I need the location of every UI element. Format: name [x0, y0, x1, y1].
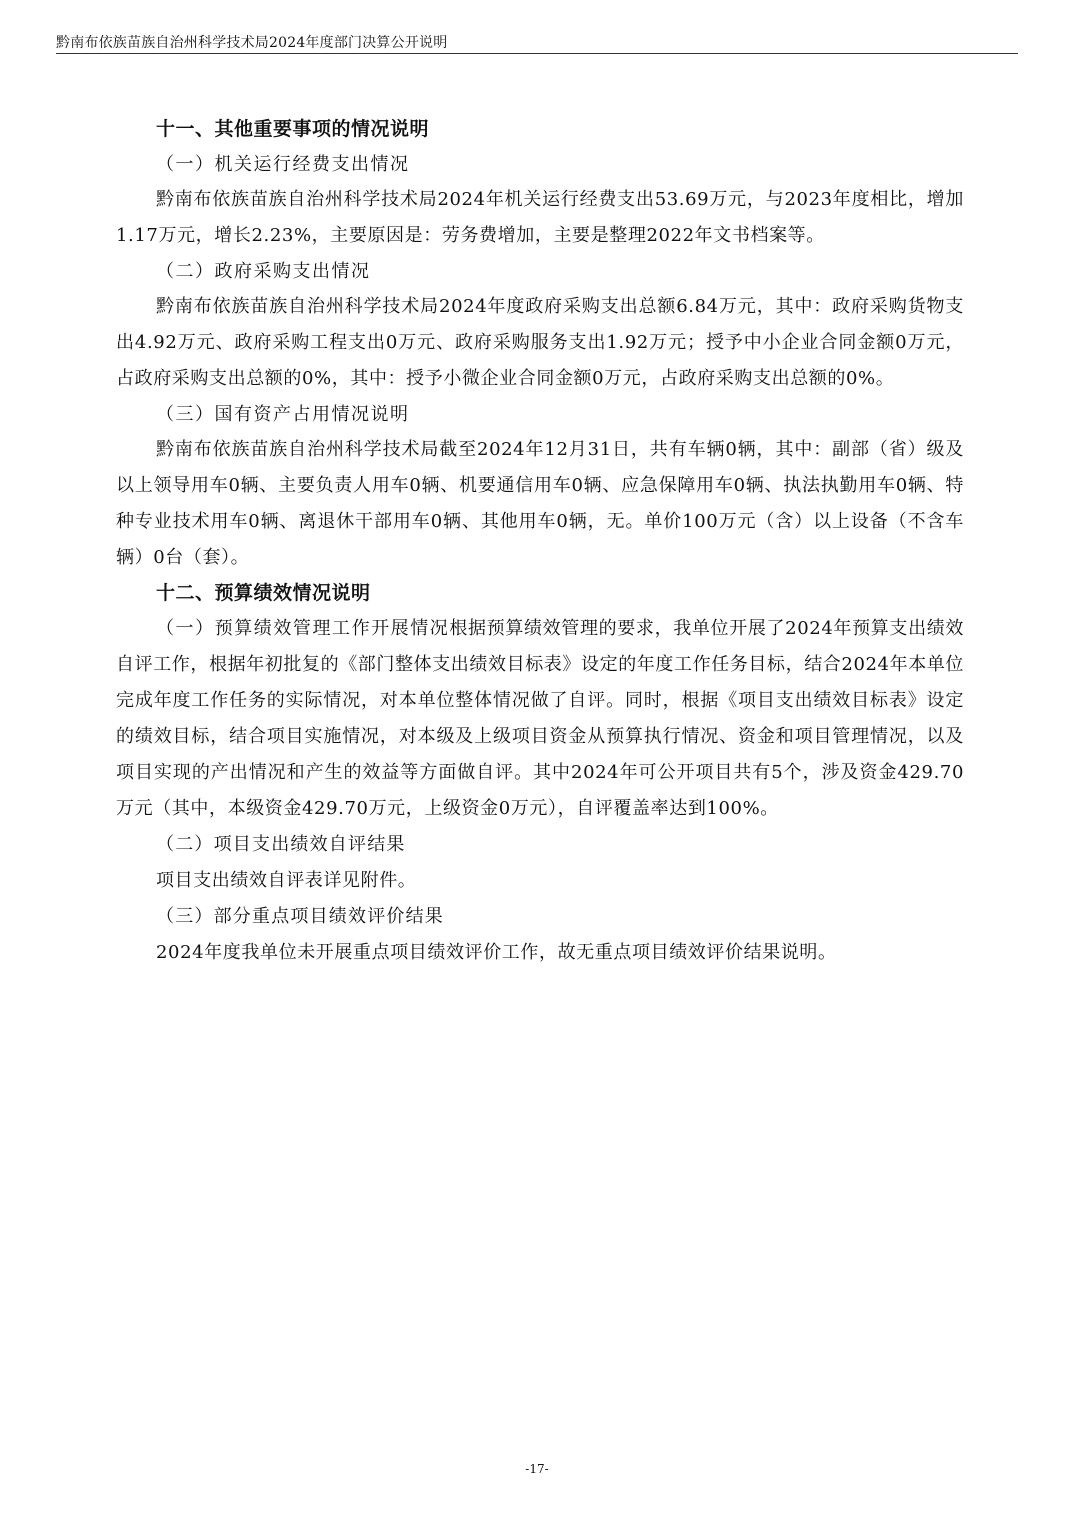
section-11-3-heading: （三）国有资产占用情况说明 — [156, 404, 410, 425]
section-11-3-paragraph: 黔南布依族苗族自治州科学技术局截至2024年12月31日，共有车辆0辆，其中：副部（省）级及以上领导用车0辆、主要负责人用车0辆、机要通信用车0辆、应急保障用车0辆、执法执勤用车0辆、特种专业技术用车0辆、离退休干部用车0辆、其他用车0辆，无。单价100万元（含）以上设备（不含车辆）0台（套）。 — [116, 439, 964, 568]
document-body — [116, 112, 964, 971]
section-11-2-paragraph: 黔南布依族苗族自治州科学技术局2024年度政府采购支出总额6.84万元，其中：政府采购货物支出4.92万元、政府采购工程支出0万元、政府采购服务支出1.92万元；授予中小企业合同金额0万元，占政府采购支出总额的0%，其中：授予小微企业合同金额0万元，占政府采购支出总额的0%。 — [116, 296, 964, 389]
section-12-3-heading: （三）部分重点项目绩效评价结果 — [156, 906, 444, 927]
section-11-2-heading: （二）政府采购支出情况 — [156, 261, 371, 282]
section-11-1-paragraph: 黔南布依族苗族自治州科学技术局2024年机关运行经费支出53.69万元，与2023年度相比，增加1.17万元，增长2.23%，主要原因是：劳务费增加，主要是整理2022年文书档案等。 — [116, 189, 964, 246]
header-divider — [56, 53, 1018, 54]
section-12-1-lead: （一）预算绩效管理工作开展情况 — [156, 618, 450, 639]
section-12-1-body: 根据预算绩效管理的要求，我单位开展了2024年预算支出绩效自评工作，根据年初批复的《部门整体支出绩效目标表》设定的年度工作任务目标，结合2024年本单位完成年度工作任务的实际情况，对本单位整体情况做了自评。同时，根据《项目支出绩效目标表》设定的绩效目标，结合项目实施情况，对本级及上级项目资金从预算执行情况、资金和项目管理情况，以及项目实现的产出情况和产生的效益等方面做自评。其中2024年可公开项目共有5个，涉及资金429.70万元（其中，本级资金429.70万元，上级资金0万元），自评覆盖率达到100%。 — [116, 618, 965, 819]
section-11-1-heading: （一）机关运行经费支出情况 — [156, 154, 410, 175]
section-12-2-paragraph: 项目支出绩效自评表详见附件。 — [156, 870, 417, 891]
section-12-2-heading: （二）项目支出绩效自评结果 — [156, 834, 406, 855]
section-11-heading: 十一、其他重要事项的情况说明 — [156, 118, 430, 140]
section-12-3-paragraph: 2024年度我单位未开展重点项目绩效评价工作，故无重点项目绩效评价结果说明。 — [156, 942, 837, 963]
document-header: 黔南布依族苗族自治州科学技术局2024年度部门决算公开说明 — [56, 35, 448, 51]
page-number: -17- — [525, 1462, 549, 1476]
section-12-heading: 十二、预算绩效情况说明 — [156, 582, 371, 604]
section-12-1-paragraph — [116, 611, 964, 827]
